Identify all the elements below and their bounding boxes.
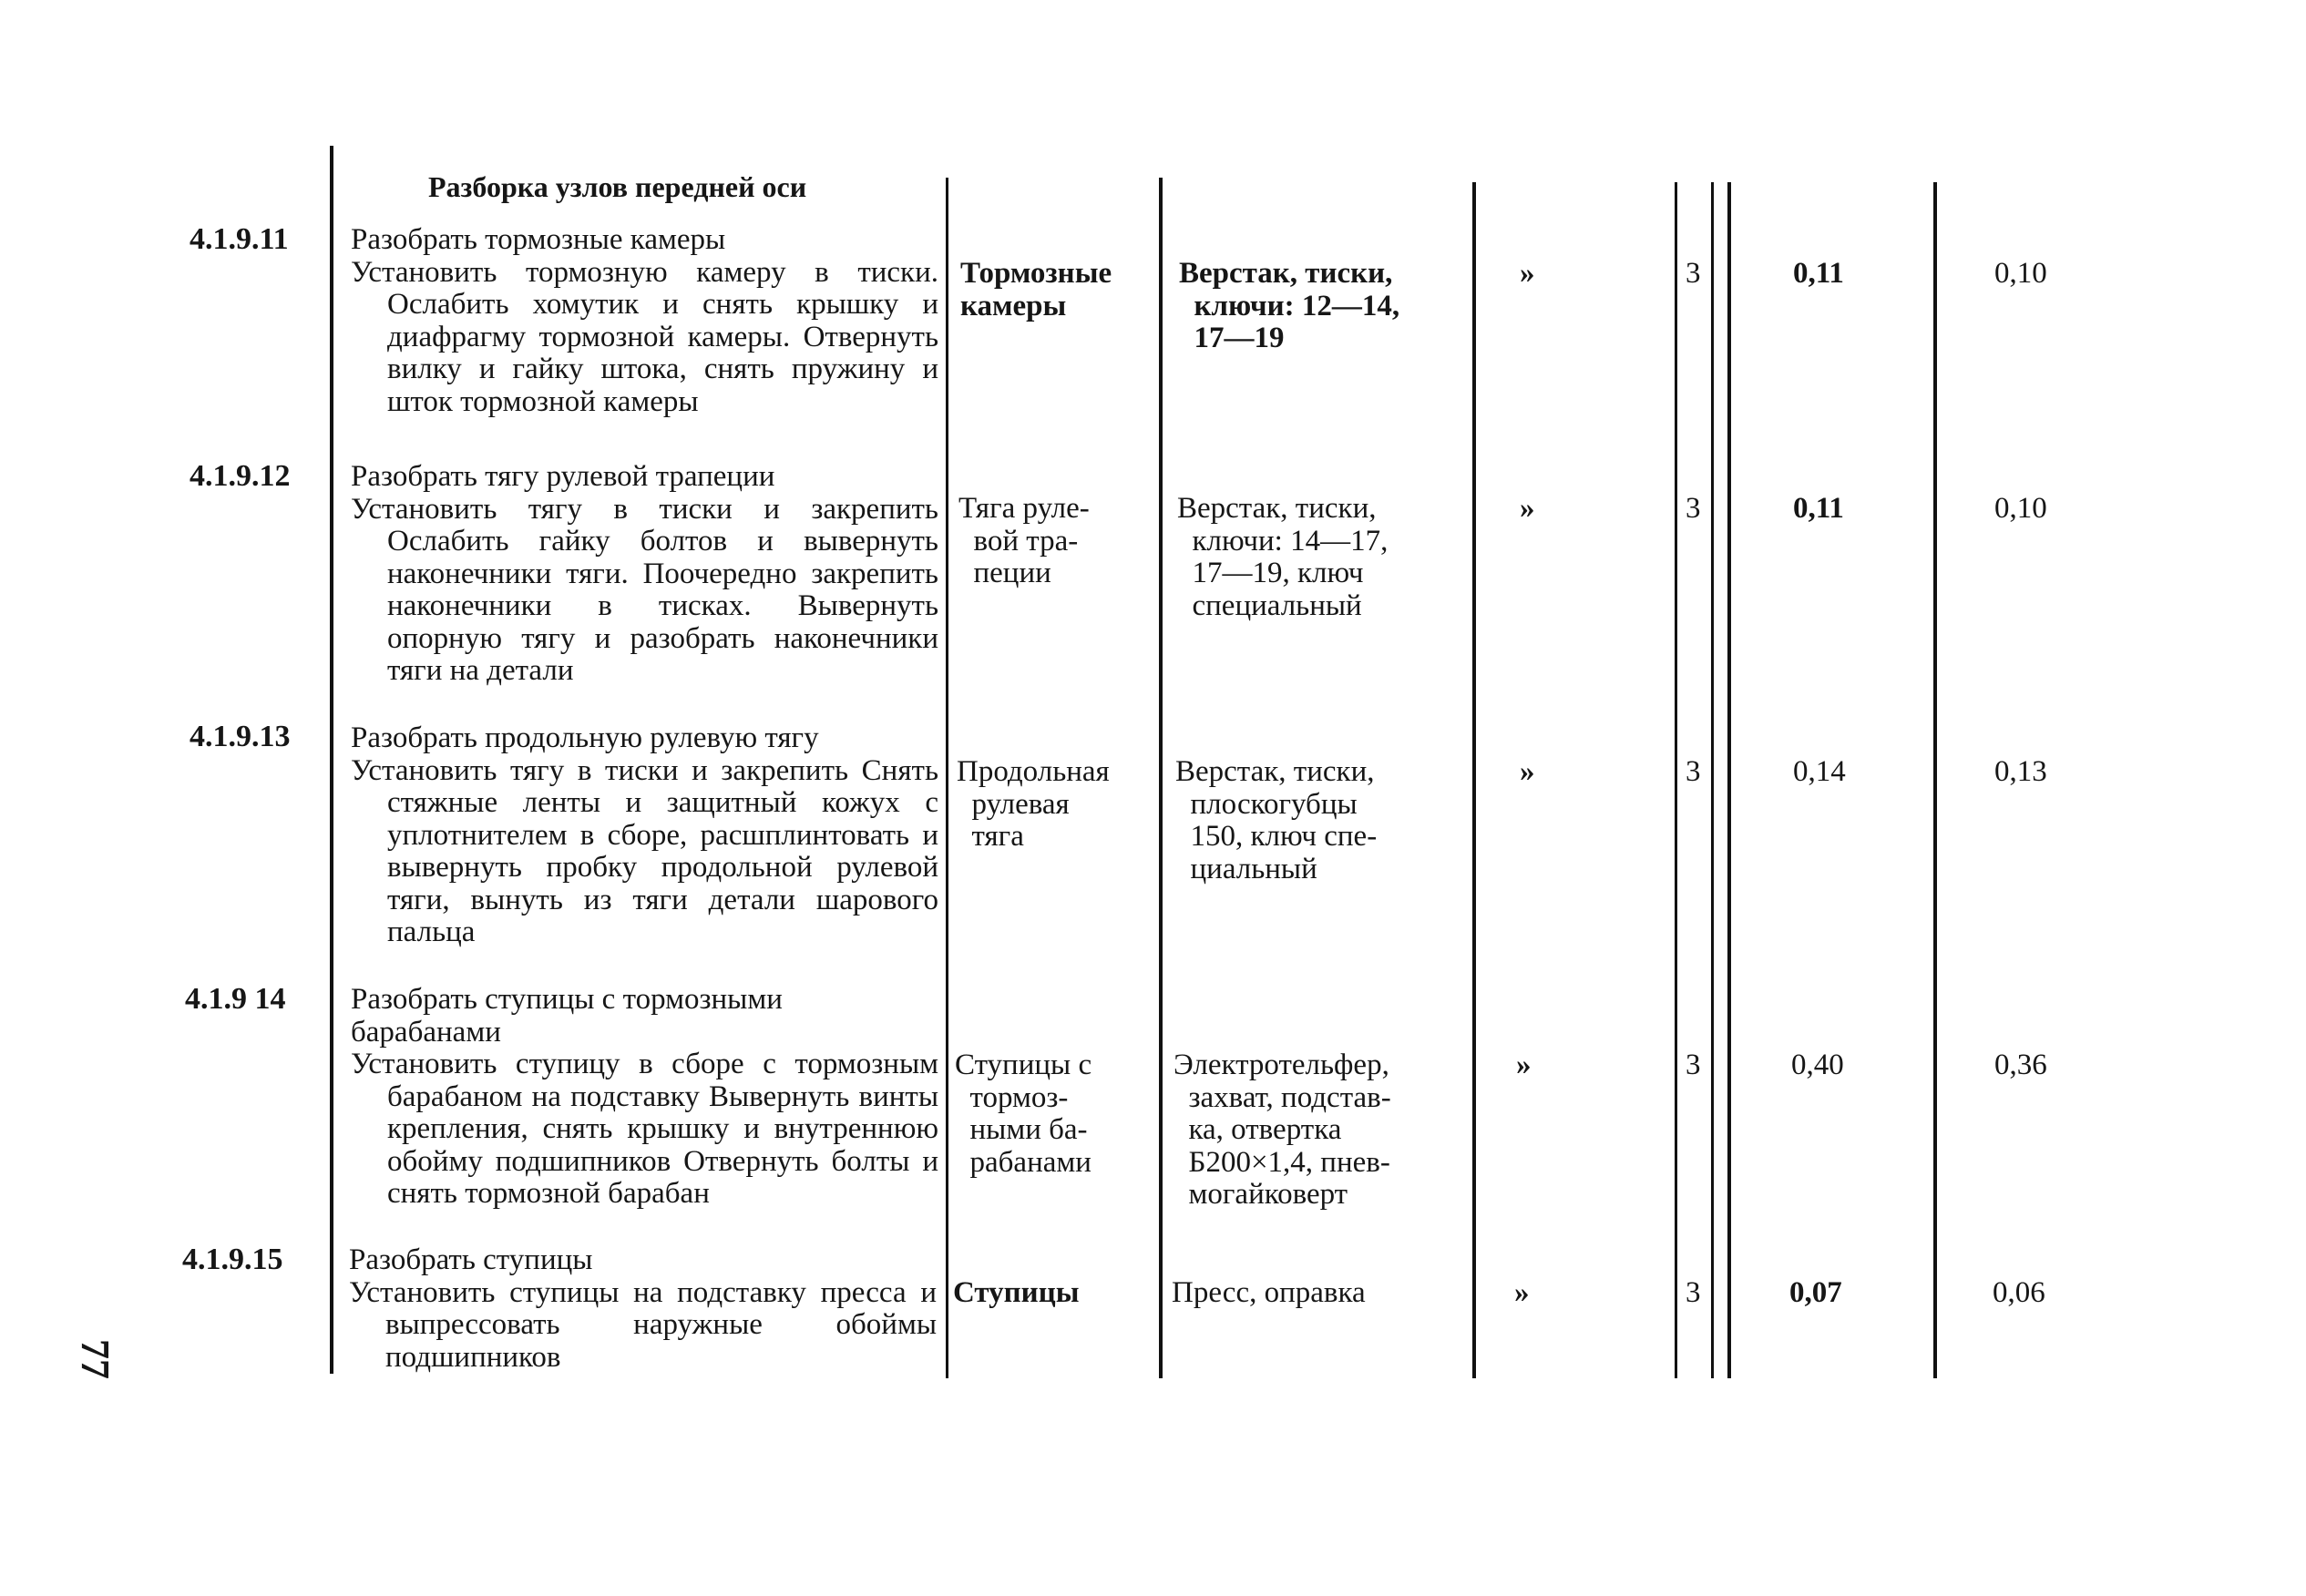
operation-title: Разобрать ступицы с тормозными барабанами xyxy=(351,983,783,1049)
object-cell: Тяга руле- вой тра- пеции xyxy=(958,492,1090,589)
operation-description xyxy=(351,722,938,949)
norm-value-2: 0,10 xyxy=(1994,492,2047,525)
operation-body: Установить тягу в тиски и закрепить Снять стяжные ленты и защитный кожух с уплотнителем в сборе, расшплинтовать и вывернуть пробку продольной рулевой тяги, вынуть из тяги детали шарового пальца xyxy=(351,753,938,948)
column-rule xyxy=(1472,182,1476,1378)
grade-cell: 3 xyxy=(1686,1049,1701,1081)
norm-value-1: 0,14 xyxy=(1793,755,1846,788)
section-title: Разборка узлов передней оси xyxy=(428,170,807,203)
operation-description xyxy=(351,224,938,418)
ditto-mark: » xyxy=(1520,257,1535,290)
norm-value-1: 0,11 xyxy=(1793,492,1844,525)
norm-value-2: 0,13 xyxy=(1994,755,2047,788)
grade-cell: 3 xyxy=(1686,257,1701,290)
tools-cell: Верстак, тиски, плоскогубцы 150, ключ спе- циальный xyxy=(1175,755,1378,885)
operation-body: Установить ступицы на подставку пресса и выпрессовать наружные обоймы подшипников xyxy=(349,1275,937,1374)
ditto-mark: » xyxy=(1520,755,1535,788)
operation-description xyxy=(351,461,938,688)
object-cell: Продольная рулевая тяга xyxy=(957,755,1110,853)
ditto-mark: » xyxy=(1516,1049,1532,1081)
item-code: 4.1.9.12 xyxy=(190,459,291,493)
page-number: 77 xyxy=(73,1339,118,1379)
item-code: 4.1.9.13 xyxy=(190,720,291,753)
tools-cell: Верстак, тиски, ключи: 14—17, 17—19, ключ специальный xyxy=(1177,492,1389,622)
operation-body: Установить ступицу в сборе с тормозным барабаном на подставку Вывернуть винты крепления, снять крышку и внутреннюю обойму подшипников Отвернуть болты и снять тормозной барабан xyxy=(351,1048,938,1210)
item-code: 4.1.9.11 xyxy=(190,222,289,256)
norm-value-2: 0,10 xyxy=(1994,257,2047,290)
norm-value-2: 0,06 xyxy=(1993,1276,2045,1309)
operation-title: Разобрать продольную рулевую тягу xyxy=(351,721,819,754)
column-rule xyxy=(1933,182,1937,1378)
column-rule xyxy=(1711,182,1714,1378)
operation-title: Разобрать тягу рулевой трапеции xyxy=(351,460,775,493)
object-cell: Ступицы с тормоз- ными ба- рабанами xyxy=(955,1049,1092,1179)
grade-cell: 3 xyxy=(1686,1276,1701,1309)
tools-cell: Электротельфер, захват, подстав- ка, отвертка Б200×1,4, пнев- могайковерт xyxy=(1173,1049,1391,1211)
item-code: 4.1.9 14 xyxy=(185,982,286,1016)
tools-cell: Пресс, оправка xyxy=(1172,1276,1366,1309)
column-rule xyxy=(1675,182,1677,1378)
norm-value-1: 0,11 xyxy=(1793,257,1844,290)
tools-cell: Верстак, тиски, ключи: 12—14, 17—19 xyxy=(1179,257,1400,354)
norm-value-1: 0,07 xyxy=(1789,1276,1842,1309)
operation-body: Установить тормозную камеру в тиски. Ослабить хомутик и снять крышку и диафрагму тормозной камеры. Отвернуть вилку и гайку штока, снять пружину и шток тормозной камеры xyxy=(351,255,938,418)
ditto-mark: » xyxy=(1514,1276,1530,1309)
column-rule xyxy=(1727,182,1731,1378)
operation-title: Разобрать ступицы xyxy=(349,1243,593,1276)
column-rule xyxy=(946,178,948,1378)
column-rule xyxy=(1159,178,1163,1378)
object-cell: Ступицы xyxy=(953,1276,1080,1309)
column-rule xyxy=(330,146,333,1374)
item-code: 4.1.9.15 xyxy=(182,1243,283,1276)
norm-value-1: 0,40 xyxy=(1791,1049,1844,1081)
ditto-mark: » xyxy=(1520,492,1535,525)
operation-description xyxy=(349,1244,937,1374)
operation-title: Разобрать тормозные камеры xyxy=(351,223,726,256)
grade-cell: 3 xyxy=(1686,755,1701,788)
object-cell: Тормозные камеры xyxy=(960,257,1112,322)
operation-description xyxy=(351,984,938,1211)
grade-cell: 3 xyxy=(1686,492,1701,525)
operation-body: Установить тягу в тиски и закрепить Ослабить гайку болтов и вывернуть наконечники тяги. Поочередно закрепить наконечники в тисках. Вывернуть опорную тягу и разобрать наконечники тяги на детали xyxy=(351,492,938,687)
norm-value-2: 0,36 xyxy=(1994,1049,2047,1081)
